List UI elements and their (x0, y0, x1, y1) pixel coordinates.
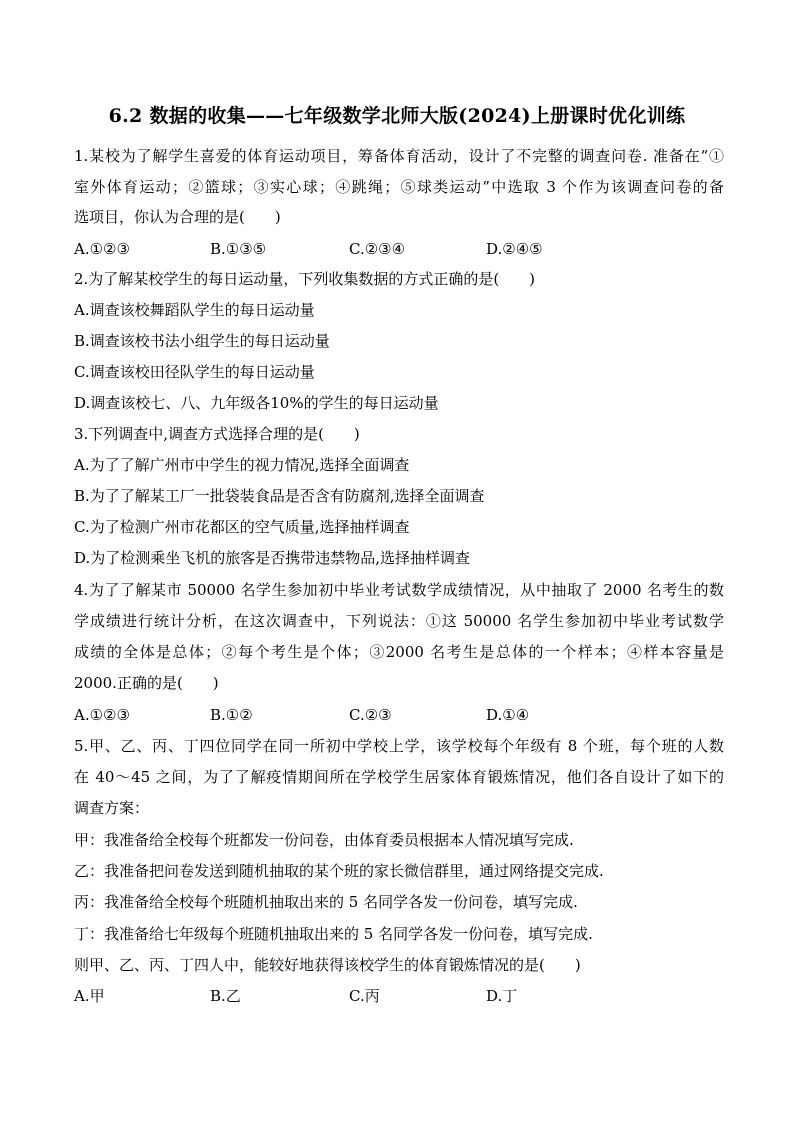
q5-plan-jia: 甲：我准备给全校每个班都发一份问卷，由体育委员根据本人情况填写完成. (74, 831, 574, 849)
q2-stem: 2.为了解某校学生的每日运动量，下列收集数据的方式正确的是( ) (74, 270, 536, 288)
q5-plan-yi: 乙：我准备把问卷发送到随机抽取的某个班的家长微信群里，通过网络提交完成. (74, 862, 604, 880)
q1-option-a: A.①②③ (74, 240, 130, 258)
q3-option-a: A.为了了解广州市中学生的视力情况,选择全面调查 (74, 456, 410, 474)
q5-stem-line-2: 在 40～45 之间，为了了解疫情期间所在学校学生居家体育锻炼情况，他们各自设计了如下的 (74, 768, 724, 786)
page-title: 6.2 数据的收集——七年级数学北师大版(2024)上册课时优化训练 (108, 105, 686, 127)
q5-option-d: D.丁 (486, 987, 518, 1005)
q1-stem-line-3: 选项目，你认为合理的是( ) (74, 208, 281, 226)
q1-stem-line-2: 室外体育运动；②篮球；③实心球；④跳绳；⑤球类运动”中选取 3 个作为该调查问卷的备 (74, 178, 724, 196)
q5-option-b: B.乙 (210, 987, 241, 1005)
q1-option-d: D.②④⑤ (486, 240, 543, 258)
q4-stem-line-4: 2000.正确的是( ) (74, 674, 219, 692)
q4-option-a: A.①②③ (74, 706, 130, 724)
q4-stem-line-1: 4.为了了解某市 50000 名学生参加初中毕业考试数学成绩情况，从中抽取了 2000 名考生的数 (74, 581, 724, 599)
q2-option-d: D.调查该校七、八、九年级各10%的学生的每日运动量 (74, 394, 439, 412)
q1-stem-line-1: 1.某校为了解学生喜爱的体育运动项目，筹备体育活动，设计了不完整的调查问卷. 准备在“① (74, 147, 724, 165)
q4-stem-line-2: 学成绩进行统计分析，在这次调查中，下列说法：①这 50000 名学生参加初中毕业考试数学 (74, 612, 724, 630)
q3-option-d: D.为了检测乘坐飞机的旅客是否携带违禁物品,选择抽样调查 (74, 549, 471, 567)
q4-option-c: C.②③ (349, 706, 392, 724)
q5-plan-bing: 丙：我准备给全校每个班随机抽取出来的 5 名同学各发一份问卷，填写完成. (74, 893, 578, 911)
q5-question: 则甲、乙、丙、丁四人中，能较好地获得该校学生的体育锻炼情况的是( ) (74, 956, 581, 974)
q2-option-a: A.调查该校舞蹈队学生的每日运动量 (74, 301, 315, 319)
q4-option-b: B.①② (210, 706, 253, 724)
q5-stem-line-1: 5.甲、乙、丙、丁四位同学在同一所初中学校上学，该学校每个年级有 8 个班，每个班的人数 (74, 737, 724, 755)
q3-option-c: C.为了检测广州市花都区的空气质量,选择抽样调查 (74, 518, 410, 536)
q5-stem-line-3: 调查方案： (74, 799, 150, 817)
q2-option-c: C.调查该校田径队学生的每日运动量 (74, 363, 315, 381)
q4-option-d: D.①④ (486, 706, 530, 724)
q5-plan-ding: 丁：我准备给七年级每个班随机抽取出来的 5 名同学各发一份问卷，填写完成. (74, 925, 593, 943)
q4-stem-line-3: 成绩的全体是总体；②每个考生是个体；③2000 名考生是总体的一个样本；④样本容量是 (74, 643, 724, 661)
q3-stem: 3.下列调查中,调查方式选择合理的是( ) (74, 425, 360, 443)
q2-option-b: B.调查该校书法小组学生的每日运动量 (74, 332, 330, 350)
q1-option-c: C.②③④ (349, 240, 406, 258)
q1-option-b: B.①③⑤ (210, 240, 267, 258)
q5-option-c: C.丙 (349, 987, 380, 1005)
q3-option-b: B.为了了解某工厂一批袋装食品是否含有防腐剂,选择全面调查 (74, 487, 485, 505)
q5-option-a: A.甲 (74, 987, 105, 1005)
